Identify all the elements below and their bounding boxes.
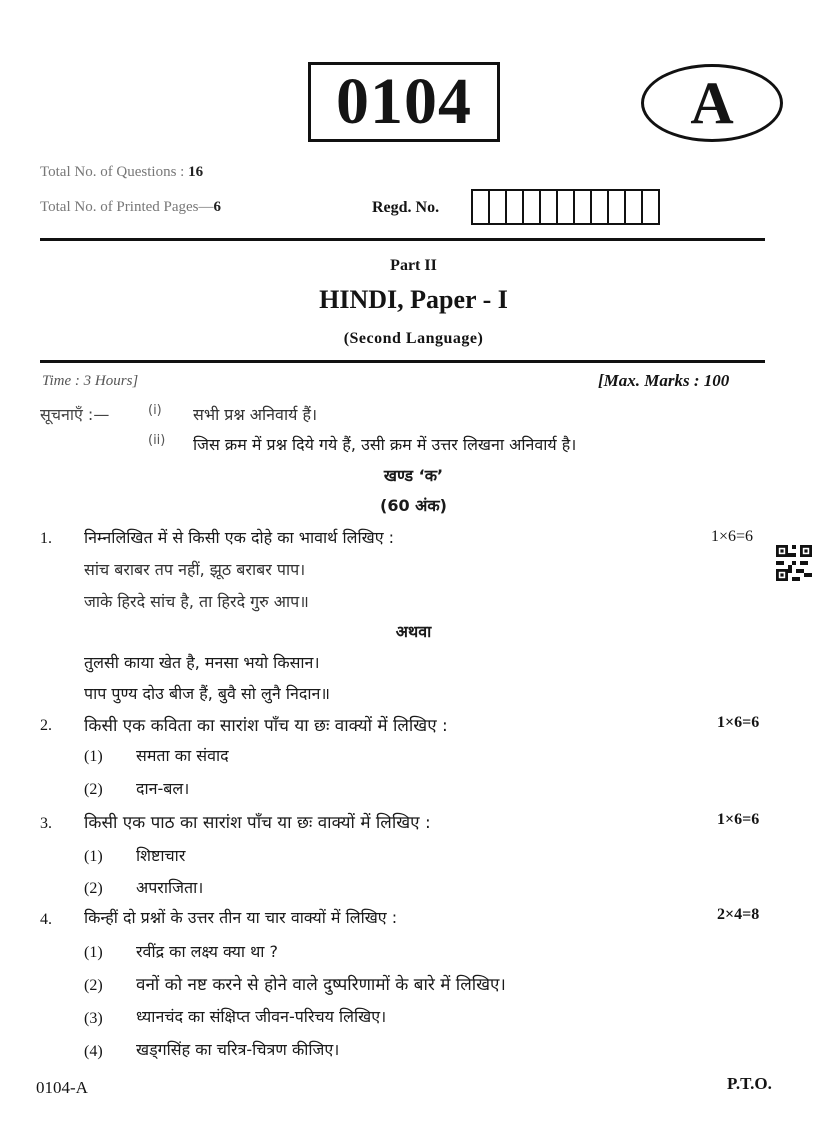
question-4-option-3-text: ध्यानचंद का संक्षिप्त जीवन-परिचय लिखिए।	[136, 1007, 387, 1026]
question-4-option-1-marker: (1)	[84, 944, 103, 961]
question-4-option-2-text: वनों को नष्ट करने से होने वाले दुष्परिणामों के बारे में लिखिए।	[136, 975, 506, 995]
set-letter-oval: A	[641, 64, 783, 142]
question-4-option-4-marker: (4)	[84, 1043, 103, 1060]
instruction-2-marker: (ii)	[148, 433, 166, 448]
instruction-2-text: जिस क्रम में प्रश्न दिये गये हैं, उसी क्रम में उत्तर लिखना अनिवार्य है।	[193, 435, 577, 454]
section-marks: (60 अंक)	[380, 496, 447, 515]
paper-code-box: 0104	[308, 62, 500, 142]
question-3-option-2-text: अपराजिता।	[136, 878, 204, 897]
question-1-couplet-line-2: जाके हिरदे सांच है, ता हिरदे गुरु आप॥	[84, 592, 309, 611]
instruction-1-marker: (i)	[148, 403, 162, 418]
question-4-marks: 2×4=8	[717, 906, 760, 923]
regd-no-digit-box[interactable]	[641, 189, 660, 225]
qr-code-icon	[776, 545, 812, 581]
question-4-option-3-marker: (3)	[84, 1010, 103, 1027]
question-3-marks: 1×6=6	[717, 811, 760, 828]
time-allowed: Time : 3 Hours]	[42, 373, 139, 389]
max-marks: [Max. Marks : 100	[598, 371, 730, 390]
question-3-option-1-marker: (1)	[84, 848, 103, 865]
question-2-option-2-marker: (2)	[84, 781, 103, 798]
question-4-option-4-text: खड्गसिंह का चरित्र-चित्रण कीजिए।	[136, 1040, 340, 1059]
question-1-alt-line-1: तुलसी काया खेत है, मनसा भयो किसान।	[84, 653, 320, 672]
header-divider	[40, 238, 765, 241]
instruction-1-text: सभी प्रश्न अनिवार्य हैं।	[193, 405, 318, 424]
total-pages	[40, 199, 221, 216]
question-4-option-1-text: रवींद्र का लक्ष्य क्या था ?	[136, 942, 279, 961]
section-title: खण्ड ‘क’	[383, 466, 444, 485]
question-4-number: 4.	[40, 911, 52, 928]
question-2-text: किसी एक कविता का सारांश पाँच या छः वाक्यों में लिखिए :	[84, 716, 448, 736]
regd-no-boxes[interactable]	[473, 189, 660, 225]
total-questions-value: 16	[188, 164, 204, 180]
total-questions-label: Total No. of Questions :	[40, 164, 185, 180]
question-1-marks: 1×6=6	[711, 528, 754, 545]
question-3-option-1-text: शिष्टाचार	[136, 846, 186, 865]
question-3-number: 3.	[40, 815, 52, 832]
instructions-label: सूचनाएँ :—	[40, 405, 110, 424]
question-2-option-2-text: दान-बल।	[136, 779, 190, 798]
footer-pto: P.T.O.	[727, 1074, 772, 1093]
question-1-text: निम्नलिखित में से किसी एक दोहे का भावार्थ लिखिए :	[84, 528, 395, 547]
regd-no-label: Regd. No.	[372, 199, 440, 216]
question-1-or-label: अथवा	[395, 622, 432, 641]
question-4-option-2-marker: (2)	[84, 977, 103, 994]
question-1-alt-line-2: पाप पुण्य दोउ बीज हैं, बुवै सो लुनै निदान॥	[84, 684, 330, 703]
question-2-option-1-text: समता का संवाद	[136, 746, 229, 765]
question-2-marks: 1×6=6	[717, 714, 760, 731]
total-pages-value: 6	[213, 199, 222, 215]
part-label: Part II	[390, 257, 437, 274]
title-divider	[40, 360, 765, 363]
subject-title: HINDI, Paper - I	[319, 285, 508, 314]
footer-code: 0104-A	[36, 1078, 88, 1097]
subject-subtitle: (Second Language)	[343, 330, 484, 347]
question-2-option-1-marker: (1)	[84, 748, 103, 765]
question-2-number: 2.	[40, 717, 52, 734]
question-4-text: किन्हीं दो प्रश्नों के उत्तर तीन या चार वाक्यों में लिखिए :	[84, 908, 398, 927]
question-3-option-2-marker: (2)	[84, 880, 103, 897]
question-3-text: किसी एक पाठ का सारांश पाँच या छः वाक्यों में लिखिए :	[84, 813, 431, 833]
total-questions	[40, 164, 203, 181]
question-1-number: 1.	[40, 530, 52, 547]
question-1-couplet-line-1: सांच बराबर तप नहीं, झूठ बराबर पाप।	[84, 560, 306, 579]
total-pages-label: Total No. of Printed Pages—	[40, 199, 214, 215]
